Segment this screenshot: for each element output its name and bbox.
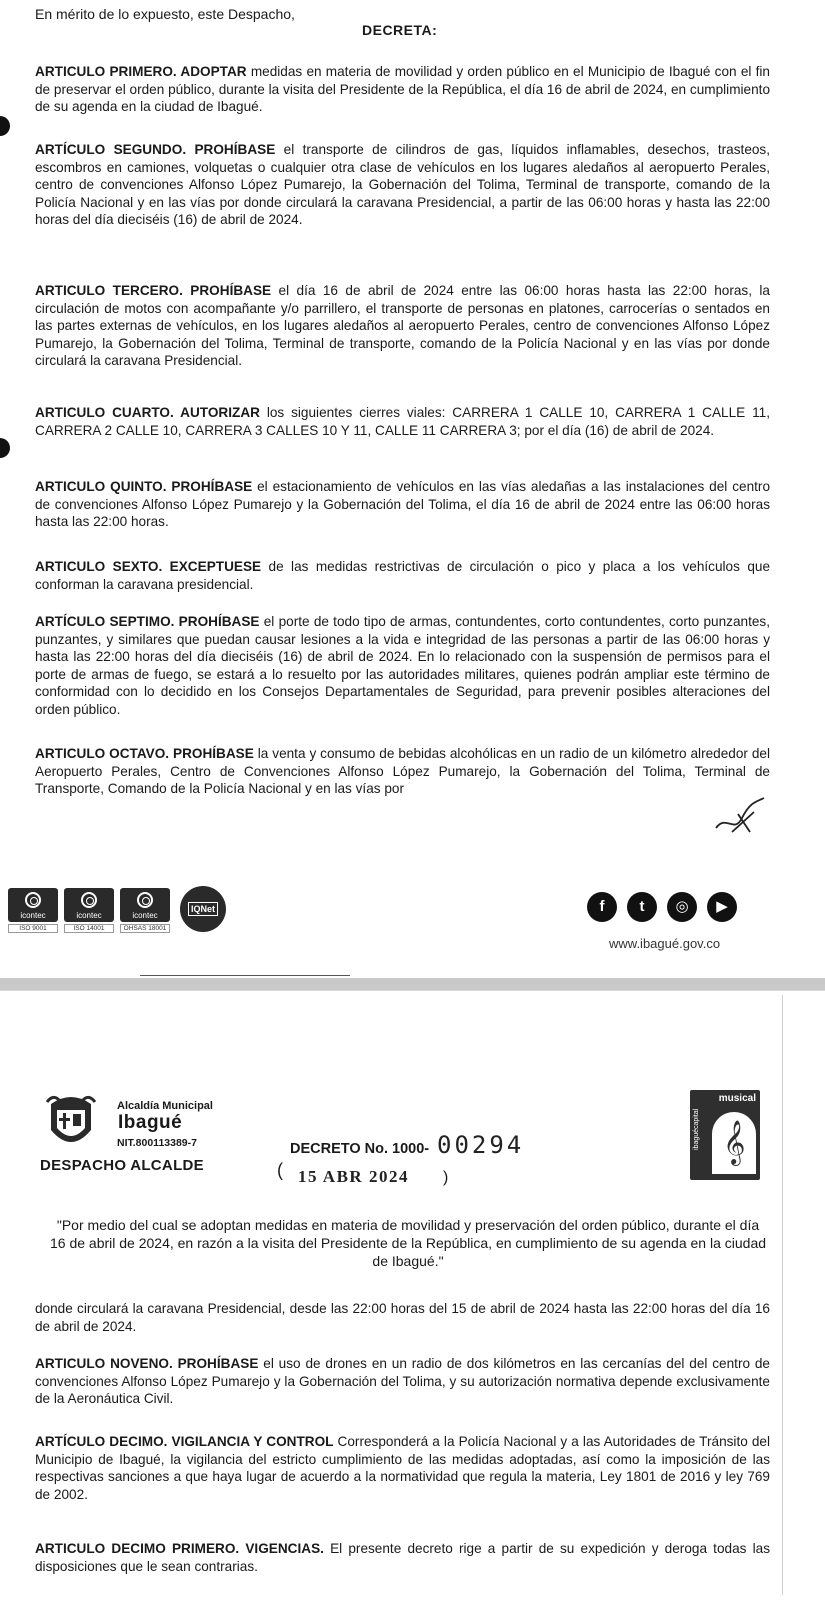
despacho-alcalde-label: DESPACHO ALCALDE (40, 1157, 204, 1174)
decreto-date-stamp: 15 ABR 2024 (298, 1167, 409, 1186)
website-link[interactable]: www.ibagué.gov.co (609, 936, 721, 951)
nit-number: NIT.800113389-7 (117, 1137, 197, 1149)
twitter-icon[interactable]: t (627, 892, 657, 922)
article-octavo: ARTICULO OCTAVO. PROHÍBASE la venta y consumo de bebidas alcohólicas en un radio de un kilómetro alrededor del Aeropuerto Perales, Centro de Convenciones Alfonso López Pumarejo, la Gobernación del Tolima, Terminal de Transporte, Comando de la Policía Nacional y en las vías por (35, 746, 770, 796)
document-page-2 (0, 990, 825, 1600)
page-edge-line (782, 995, 783, 1595)
decree-title: "Por medio del cual se adoptan medidas en materia de movilidad y preservación del orden público, durante el día 16 de abril de 2024, en razón a la visita del Presidente de la República, en cumplimiento de su agenda en la ciudad de Ibagué." (49, 1217, 767, 1269)
intro-line: En mérito de lo expuesto, este Despacho, (35, 6, 295, 22)
page-separator (0, 978, 825, 990)
article-segundo: ARTÍCULO SEGUNDO. PROHÍBASE el transporte de cilindros de gas, líquidos inflamables, desechos, trasteos, escombros en camiones, volquetas o cualquier otra clase de vehículos en los lugares aledaños al aeropuerto Perales, centro de convenciones Alfonso López Pumarejo, la Gobernación del Tolima, Terminal de transporte, comando de la Policía Nacional y en las vías por donde circulará la caravana Presidencial, a partir de las 06:00 horas y hasta las 22:00 horas del día dieciséis (16) de abril de 2024. (35, 142, 771, 227)
margin-punch-mark (0, 116, 10, 136)
instagram-icon[interactable]: ◎ (667, 892, 697, 922)
article-quinto: ARTICULO QUINTO. PROHÍBASE el estacionamiento de vehículos en las vías aledañas a las instalaciones del centro de convenciones Alfonso López Pumarejo y la Gobernación del Tolima, el día 16 de abril de 2024 entre las 06:00 horas hasta las 22:00 horas. (35, 479, 770, 529)
article-decimo-primero: ARTICULO DECIMO PRIMERO. VIGENCIAS. El presente decreto rige a partir de su expedición y deroga todas las disposiciones que le sean contrarias. (35, 1541, 770, 1574)
article-cuarto: ARTICULO CUARTO. AUTORIZAR los siguientes cierres viales: CARRERA 1 CALLE 10, CARRERA 1 CALLE 11, CARRERA 2 CALLE 10, CARRERA 3 CALLES 10 Y 11, CALLE 11 CARRERA 3; por el día (16) de abril de 2024. (35, 405, 770, 438)
ibague-musical-logo: musical ibaguécapital 𝄞 (690, 1090, 760, 1180)
decreto-label: DECRETO No. 1000- (290, 1141, 430, 1157)
youtube-icon[interactable]: ▶ (707, 892, 737, 922)
icontec-ohsas-18001-logo: icontec OHSAS 18001 (120, 888, 170, 932)
page-separator-rule (140, 975, 350, 976)
signature-mark (712, 792, 772, 842)
iqnet-logo: IQNet (180, 886, 226, 932)
decreto-number-stamp: 00294 (437, 1131, 525, 1159)
article-primero: ARTICULO PRIMERO. ADOPTAR medidas en materia de movilidad y orden público en el Municipio de Ibagué con el fin de preservar el orden público, durante la visita del Presidente de la República, el día 16 de abril de 2024, en cumplimiento de su agenda en la ciudad de Ibagué. (35, 64, 770, 114)
city-name: Ibagué (118, 1112, 183, 1133)
icontec-iso-14001-logo: icontec ISO 14001 (64, 888, 114, 932)
icontec-iso-9001-logo: icontec ISO 9001 (8, 888, 58, 932)
article-septimo: ARTÍCULO SEPTIMO. PROHÍBASE el porte de todo tipo de armas, contundentes, corto contundentes, corto punzantes, punzantes, y similares que puedan causar lesiones a la vida e integridad de las personas a partir de las 06:00 horas y hasta las 22:00 horas del día dieciséis (16) de abril de 2024. En lo relacionado con la suspensión de permisos para el porte de armas de fuego, se estará a lo resuelto por las autoridades militares, quienes podrán ampliar este término de conformidad con lo decidido en los Consejos Departamentales de Seguridad, para prevenir posibles alteraciones del orden público. (35, 614, 770, 717)
decreta-heading: DECRETA: (362, 22, 438, 38)
article-decimo: ARTÍCULO DECIMO. VIGILANCIA Y CONTROL Corresponderá a la Policía Nacional y a las Autoridades de Tránsito del Municipio de Ibagué, la vigilancia del estricto cumplimiento de las medidas adoptadas, así como la imposición de las respectivas sanciones a que haya lugar de acuerdo a la normatividad que regula la materia, Ley 1801 de 2016 y ley 769 de 2002. (35, 1434, 770, 1502)
date-paren-left: ( (277, 1160, 283, 1180)
ibague-coat-of-arms-icon (45, 1090, 97, 1156)
alcaldia-label: Alcaldía Municipal (117, 1100, 213, 1112)
article-sexto: ARTICULO SEXTO. EXCEPTUESE de las medidas restrictivas de circulación o pico y placa a los vehículos que conforman la caravana presidencial. (35, 559, 771, 592)
facebook-icon[interactable]: f (587, 892, 617, 922)
article-octavo-continuation: donde circulará la caravana Presidencial, desde las 22:00 horas del 15 de abril de 2024 hasta las 22:00 horas del día 16 de abril de 2024. (35, 1301, 770, 1334)
article-noveno: ARTICULO NOVENO. PROHÍBASE el uso de drones en un radio de dos kilómetros en las cercanías del del centro de convenciones Alfonso López Pumarejo y la Gobernación del Tolima, y su autorización normativa depende exclusivamente de la Aeronáutica Civil. (35, 1356, 770, 1406)
date-paren-right: ) (443, 1169, 449, 1186)
margin-punch-mark (0, 438, 10, 458)
article-tercero: ARTICULO TERCERO. PROHÍBASE el día 16 de abril de 2024 entre las 06:00 horas hasta las 22:00 horas, la circulación de motos con acompañante y/o parrillero, el transporte de personas en platones, carrocerías o sentados en las partes externas de vehículos, en los lugares aledaños al aeropuerto Perales, centro de convenciones Alfonso López Pumarejo, la Gobernación del Tolima, Terminal de transporte, comando de la Policía Nacional y en las vías por donde circulará la caravana Presidencial. (35, 283, 770, 368)
